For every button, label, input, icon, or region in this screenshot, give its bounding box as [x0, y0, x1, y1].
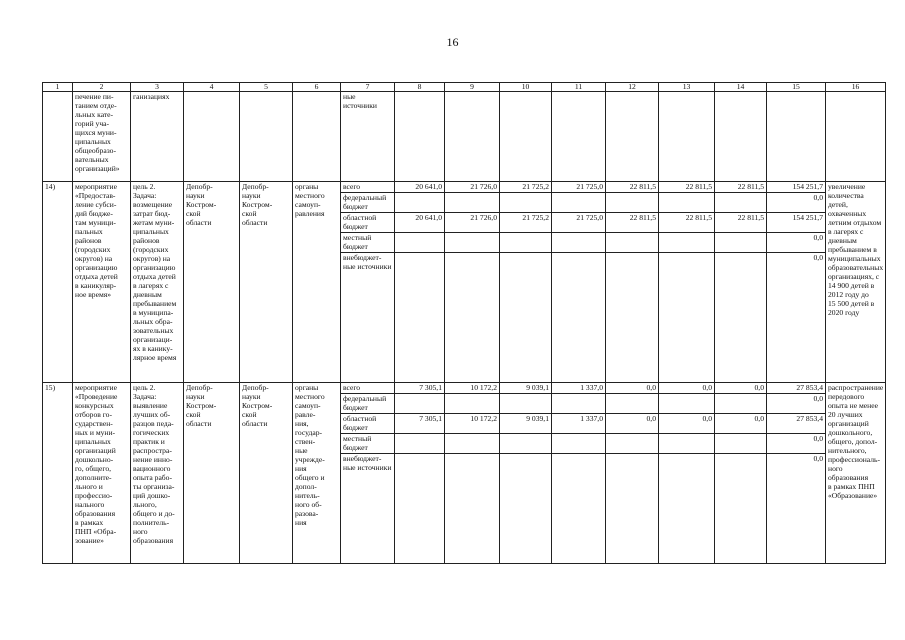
row14-goal-task-line: ципальных	[133, 227, 169, 236]
row14-activity-line: в каникуляр-	[75, 281, 117, 290]
row14-participants-line: самоуп-	[295, 200, 321, 209]
row15-value	[606, 434, 659, 454]
cont-col5	[240, 92, 293, 182]
row15-value: 0,0	[659, 414, 715, 434]
row15-participants-line: учрежде-	[295, 455, 325, 464]
row15-executor-line: Костром-	[242, 401, 273, 410]
row15-expected-result-line: 20 лучших	[828, 410, 863, 419]
cont-col10	[500, 92, 552, 182]
row15-goal-task-line: разцов педа-	[133, 419, 174, 428]
row15-expected-result-line: «Образование»	[828, 491, 878, 500]
row14-goal-task-line: цель 2.	[133, 182, 156, 191]
row15-activity-line: льного и	[75, 482, 103, 491]
header-col-16: 16	[826, 83, 886, 92]
row15-goal-task-line: Задача:	[133, 392, 157, 401]
header-col-3: 3	[131, 83, 184, 92]
row15-customer-line: области	[186, 419, 212, 428]
row14-activity-line: пальных	[75, 227, 103, 236]
row15-activity-line: профессио-	[75, 491, 113, 500]
row15-activity-line: отборов го-	[75, 410, 113, 419]
row15-participants-line: равле-	[295, 410, 316, 419]
row15-value	[552, 454, 606, 564]
header-col-5: 5	[240, 83, 293, 92]
row15-goal-task-line: гогических	[133, 428, 170, 437]
header-col-7: 7	[341, 83, 395, 92]
header-col-6: 6	[293, 83, 341, 92]
row14-activity	[73, 182, 131, 383]
cont-col4	[184, 92, 240, 182]
row14-goal-task-line: округов) на	[133, 254, 171, 263]
row15-value: 10 172,2	[445, 383, 500, 394]
cont-source	[341, 92, 395, 182]
row14-goal-task-line: лярное время	[133, 353, 177, 362]
row15-source-label: всего	[341, 383, 395, 394]
row15-value: 0,0	[767, 454, 826, 564]
row14-value	[606, 233, 659, 253]
row14-value	[659, 253, 715, 383]
row14-goal-task-line: в муниципа-	[133, 308, 174, 317]
row14-value	[395, 233, 445, 253]
row15-participants-line: самоуп-	[295, 401, 321, 410]
row15-goal-task-line: льного,	[133, 500, 157, 509]
row14-customer-line: области	[186, 218, 212, 227]
row14-expected-result-line: летним отдыхом	[828, 218, 882, 227]
row15-goal-task	[131, 383, 184, 564]
row15-value: 9 039,1	[500, 383, 552, 394]
row14-expected-result-line: образовательных	[828, 263, 884, 272]
row15-value	[552, 394, 606, 414]
row14-value: 22 811,5	[659, 182, 715, 193]
cont-activity-line: горий уча-	[75, 119, 110, 128]
row15-value: 0,0	[606, 383, 659, 394]
row14-value: 20 641,0	[395, 213, 445, 233]
row14-value: 22 811,5	[659, 213, 715, 233]
row14-value	[715, 253, 767, 383]
row14-activity-line: мероприятие	[75, 182, 117, 191]
row15-activity-line: ципальных	[75, 437, 111, 446]
cont-activity	[73, 92, 131, 182]
row14-goal-task-line: возмещение	[133, 200, 173, 209]
row15-customer	[184, 383, 240, 564]
row15-activity-line: «Проведение	[75, 392, 118, 401]
row14-value: 22 811,5	[715, 182, 767, 193]
row14-activity-line: дий бюдже-	[75, 209, 113, 218]
row15-source-label: внебюджет-ные источники	[341, 454, 395, 564]
cont-goal-line: ганизациях	[133, 92, 170, 101]
row14-activity-line: районов	[75, 236, 102, 245]
row15-source-label: областной бюджет	[341, 414, 395, 434]
row15-value	[445, 394, 500, 414]
row15-expected-result-line: распространение	[828, 383, 884, 392]
row15-executor	[240, 383, 293, 564]
header-col-2: 2	[73, 83, 131, 92]
cont-goal	[131, 92, 184, 182]
row14-participants-line: органы	[295, 182, 319, 191]
row14-value	[552, 253, 606, 383]
row15-value	[606, 454, 659, 564]
cont-activity-line: щихся муни-	[75, 128, 117, 137]
row15-participants-line: допол-	[295, 482, 317, 491]
header-col-11: 11	[552, 83, 606, 92]
cont-col15	[767, 92, 826, 182]
row14-source-row	[43, 182, 886, 193]
row14-goal-task-line: пребыванием	[133, 299, 177, 308]
row15-goal-task-line: полнитель-	[133, 518, 170, 527]
row14-executor	[240, 182, 293, 383]
row15-customer-line: ской	[186, 410, 201, 419]
row14-activity-line: отдыха детей	[75, 272, 118, 281]
row14-value	[395, 193, 445, 213]
cont-col16	[826, 92, 886, 182]
row15-value: 10 172,2	[445, 414, 500, 434]
row15-value: 0,0	[715, 383, 767, 394]
row14-activity-line: округов) на	[75, 254, 113, 263]
row14-activity-line: ное время»	[75, 290, 112, 299]
row15-value	[606, 394, 659, 414]
header-col-1: 1	[43, 83, 73, 92]
row15-value	[715, 394, 767, 414]
cont-activity-line: вательных	[75, 155, 109, 164]
row14-customer	[184, 182, 240, 383]
row14-executor-line: Костром-	[242, 200, 273, 209]
row15-participants-line: разова-	[295, 509, 319, 518]
row15-value	[395, 394, 445, 414]
row14-participants-line: равления	[295, 209, 325, 218]
row14-activity-line: (городских	[75, 245, 111, 254]
row14-value: 21 726,0	[445, 213, 500, 233]
row15-value: 0,0	[715, 414, 767, 434]
row14-customer-line: науки	[186, 191, 205, 200]
row15-value: 0,0	[767, 434, 826, 454]
row15-expected-result-line: ного образования	[828, 464, 869, 482]
row14-activity-line: организацию	[75, 263, 118, 272]
row15-activity-line: го, общего,	[75, 464, 112, 473]
row15-value: 27 853,4	[767, 414, 826, 434]
row14-expected-result-line: 2012 году до	[828, 290, 869, 299]
row14-value: 20 641,0	[395, 182, 445, 193]
row14-number: 14)	[43, 182, 73, 383]
continuation-row	[43, 92, 886, 182]
row14-source-label: федеральный бюджет	[341, 193, 395, 213]
row15-value	[552, 434, 606, 454]
row15-expected-result-line: профессиональ-	[828, 455, 881, 464]
row15-participants-line: государ-	[295, 428, 323, 437]
row15-value: 7 305,1	[395, 414, 445, 434]
row14-value	[659, 233, 715, 253]
row14-value	[500, 253, 552, 383]
row14-value: 0,0	[767, 193, 826, 213]
row14-value	[500, 233, 552, 253]
row14-value: 0,0	[767, 233, 826, 253]
row15-activity-line: конкурсных	[75, 401, 114, 410]
row15-activity-line: зование»	[75, 536, 104, 545]
row15-expected-result-line: передового	[828, 392, 865, 401]
header-col-9: 9	[445, 83, 500, 92]
row15-activity-line: мероприятие	[75, 383, 117, 392]
cont-source-line: ные	[343, 92, 356, 101]
row15-value	[395, 454, 445, 564]
row15-value	[715, 454, 767, 564]
row14-customer-line: Костром-	[186, 200, 217, 209]
row15-participants-line: ные	[295, 446, 308, 455]
row14-goal-task-line: районов	[133, 236, 160, 245]
row14-expected-result-line: охваченных	[828, 209, 867, 218]
row14-goal-task-line: ях в канику-	[133, 344, 173, 353]
row14-source-label: местный бюджет	[341, 233, 395, 253]
row15-goal-task-line: ты организа-	[133, 482, 175, 491]
row14-source-label: всего	[341, 182, 395, 193]
row14-goal-task-line: организацию	[133, 263, 176, 272]
row14-value	[552, 233, 606, 253]
row15-goal-task-line: практик и	[133, 437, 165, 446]
row15-activity-line: дополните-	[75, 473, 112, 482]
cont-activity-line: ципальных	[75, 137, 111, 146]
row14-goal-task-line: дневным	[133, 290, 162, 299]
row14-executor-line: области	[242, 218, 268, 227]
row14-executor-line: Депобр-	[242, 182, 269, 191]
row15-participants-line: ния	[295, 464, 307, 473]
row15-expected-result-line: нительного,	[828, 446, 867, 455]
row14-value: 21 725,2	[500, 182, 552, 193]
cont-col9	[445, 92, 500, 182]
row14-value	[715, 233, 767, 253]
row14-goal-task-line: организаци-	[133, 335, 173, 344]
row15-goal-task-line: вационного	[133, 464, 171, 473]
row15-participants-line: местного	[295, 392, 325, 401]
header-col-4: 4	[184, 83, 240, 92]
row14-customer-line: ской	[186, 209, 201, 218]
row14-expected-result-line: количества	[828, 191, 864, 200]
row14-expected-result-line: в лагерях с	[828, 227, 864, 236]
row15-executor-line: Депобр-	[242, 383, 269, 392]
cont-col6	[293, 92, 341, 182]
cont-activity-line: общеобразо-	[75, 146, 116, 155]
row14-value	[606, 193, 659, 213]
row15-customer-line: Депобр-	[186, 383, 213, 392]
row15-goal-task-line: ного	[133, 527, 148, 536]
row15-participants-line: ного об-	[295, 500, 322, 509]
header-col-14: 14	[715, 83, 767, 92]
row15-expected-result-line: общего, допол-	[828, 437, 878, 446]
row14-value	[445, 233, 500, 253]
page-number: 16	[446, 35, 459, 49]
row15-activity	[73, 383, 131, 564]
cont-source-line: источники	[343, 101, 377, 110]
row14-activity-line: «Предостав-	[75, 191, 116, 200]
row14-goal-task-line: льных обра-	[133, 317, 173, 326]
row15-value: 0,0	[606, 414, 659, 434]
row15-expected-result-line: организаций	[828, 419, 869, 428]
cont-col13	[659, 92, 715, 182]
row14-goal-task-line: Задача:	[133, 191, 157, 200]
row15-goal-task-line: опыта рабо-	[133, 473, 172, 482]
cont-col11	[552, 92, 606, 182]
row14-expected-result	[826, 182, 886, 383]
cont-activity-line: льных кате-	[75, 110, 114, 119]
header-col-15: 15	[767, 83, 826, 92]
row15-executor-line: области	[242, 419, 268, 428]
row14-executor-line: науки	[242, 191, 261, 200]
row15-activity-line: образования	[75, 509, 116, 518]
row14-value	[445, 193, 500, 213]
row15-participants-line: ния,	[295, 419, 309, 428]
row15-participants-line: органы	[295, 383, 319, 392]
row14-expected-result-line: детей,	[828, 200, 848, 209]
cont-col8	[395, 92, 445, 182]
row15-source-row	[43, 383, 886, 394]
row15-goal-task-line: образования	[133, 536, 174, 545]
row15-value	[659, 454, 715, 564]
row14-value: 22 811,5	[606, 182, 659, 193]
row14-expected-result-line: дневным	[828, 236, 857, 245]
row14-value	[445, 253, 500, 383]
row15-value	[500, 454, 552, 564]
row15-value: 9 039,1	[500, 414, 552, 434]
row15-activity-line: нального	[75, 500, 105, 509]
row15-value	[445, 434, 500, 454]
program-activities-table	[42, 82, 886, 564]
row15-goal-task-line: ций дошко-	[133, 491, 171, 500]
row14-goal-task-line: (городских	[133, 245, 169, 254]
header-col-13: 13	[659, 83, 715, 92]
row14-goal-task-line: отдыха детей	[133, 272, 176, 281]
row15-value	[395, 434, 445, 454]
row15-expected-result-line: дошкольного,	[828, 428, 873, 437]
row14-expected-result-line: увеличение	[828, 182, 866, 191]
row14-expected-result-line: пребыванием в	[828, 245, 877, 254]
row14-goal-task-line: жетам муни-	[133, 218, 175, 227]
row14-value	[659, 193, 715, 213]
row14-customer-line: Депобр-	[186, 182, 213, 191]
row15-activity-line: ных и муни-	[75, 428, 116, 437]
row15-goal-task-line: нение инно-	[133, 455, 173, 464]
row14-expected-result-line: 14 900 детей в	[828, 281, 875, 290]
row14-value: 0,0	[767, 253, 826, 383]
row14-participants	[293, 182, 341, 383]
row15-executor-line: ской	[242, 410, 257, 419]
row15-value	[500, 394, 552, 414]
cont-num	[43, 92, 73, 182]
row14-executor-line: ской	[242, 209, 257, 218]
row15-value	[659, 394, 715, 414]
row15-activity-line: в рамках	[75, 518, 104, 527]
row15-customer-line: Костром-	[186, 401, 217, 410]
cont-col14	[715, 92, 767, 182]
row14-value: 22 811,5	[606, 213, 659, 233]
row15-value	[659, 434, 715, 454]
row15-value	[500, 434, 552, 454]
row14-value	[552, 193, 606, 213]
row15-expected-result	[826, 383, 886, 564]
header-col-8: 8	[395, 83, 445, 92]
row14-value: 21 725,0	[552, 182, 606, 193]
row15-goal-task-line: общего и до-	[133, 509, 175, 518]
row15-value: 7 305,1	[395, 383, 445, 394]
row15-value: 0,0	[659, 383, 715, 394]
row15-source-label: местный бюджет	[341, 434, 395, 454]
row15-goal-task-line: выявление	[133, 401, 168, 410]
row14-expected-result-line: 2020 году	[828, 308, 860, 317]
row15-participants-line: ния	[295, 518, 307, 527]
cont-activity-line: организаций»	[75, 164, 120, 173]
header-col-10: 10	[500, 83, 552, 92]
row14-activity-line: там муници-	[75, 218, 116, 227]
row15-expected-result-line: опыта не менее	[828, 401, 878, 410]
cont-col12	[606, 92, 659, 182]
cont-activity-line: танием отде-	[75, 101, 117, 110]
row14-expected-result-line: муниципальных	[828, 254, 881, 263]
row14-value	[715, 193, 767, 213]
row15-participants-line: нитель-	[295, 491, 320, 500]
header-col-12: 12	[606, 83, 659, 92]
row15-participants-line: ствен-	[295, 437, 316, 446]
row15-activity-line: дошкольно-	[75, 455, 114, 464]
row15-goal-task-line: лучших об-	[133, 410, 171, 419]
row15-goal-task-line: распростра-	[133, 446, 172, 455]
row15-executor-line: науки	[242, 392, 261, 401]
row14-goal-task	[131, 182, 184, 383]
row14-value: 154 251,7	[767, 182, 826, 193]
row14-expected-result-line: организациях, с	[828, 272, 880, 281]
row14-value: 21 726,0	[445, 182, 500, 193]
row15-source-label: федеральный бюджет	[341, 394, 395, 414]
header-row	[43, 83, 886, 92]
row14-value: 154 251,7	[767, 213, 826, 233]
row14-source-label: внебюджет-ные источники	[341, 253, 395, 383]
row15-activity-line: ПНП «Обра-	[75, 527, 117, 536]
row15-participants	[293, 383, 341, 564]
row14-expected-result-line: 15 500 детей в	[828, 299, 875, 308]
row14-value: 21 725,2	[500, 213, 552, 233]
row15-customer-line: науки	[186, 392, 205, 401]
row14-value	[606, 253, 659, 383]
row15-value: 27 853,4	[767, 383, 826, 394]
row14-value	[395, 253, 445, 383]
row15-number: 15)	[43, 383, 73, 564]
row15-value: 1 337,0	[552, 383, 606, 394]
row15-participants-line: общего и	[295, 473, 325, 482]
row14-value: 21 725,0	[552, 213, 606, 233]
row14-activity-line: ление субси-	[75, 200, 117, 209]
row14-goal-task-line: затрат бюд-	[133, 209, 171, 218]
cont-activity-line: печение пи-	[75, 92, 114, 101]
row14-goal-task-line: в лагерях с	[133, 281, 169, 290]
row15-expected-result-line: в рамках ПНП	[828, 482, 875, 491]
row14-value	[500, 193, 552, 213]
row15-value	[715, 434, 767, 454]
row15-activity-line: организаций	[75, 446, 116, 455]
row14-participants-line: местного	[295, 191, 325, 200]
row15-value	[445, 454, 500, 564]
row15-value: 1 337,0	[552, 414, 606, 434]
row15-value: 0,0	[767, 394, 826, 414]
row15-goal-task-line: цель 2.	[133, 383, 156, 392]
row14-source-label: областной бюджет	[341, 213, 395, 233]
row15-activity-line: сударствен-	[75, 419, 113, 428]
row14-value: 22 811,5	[715, 213, 767, 233]
row14-goal-task-line: зовательных	[133, 326, 174, 335]
